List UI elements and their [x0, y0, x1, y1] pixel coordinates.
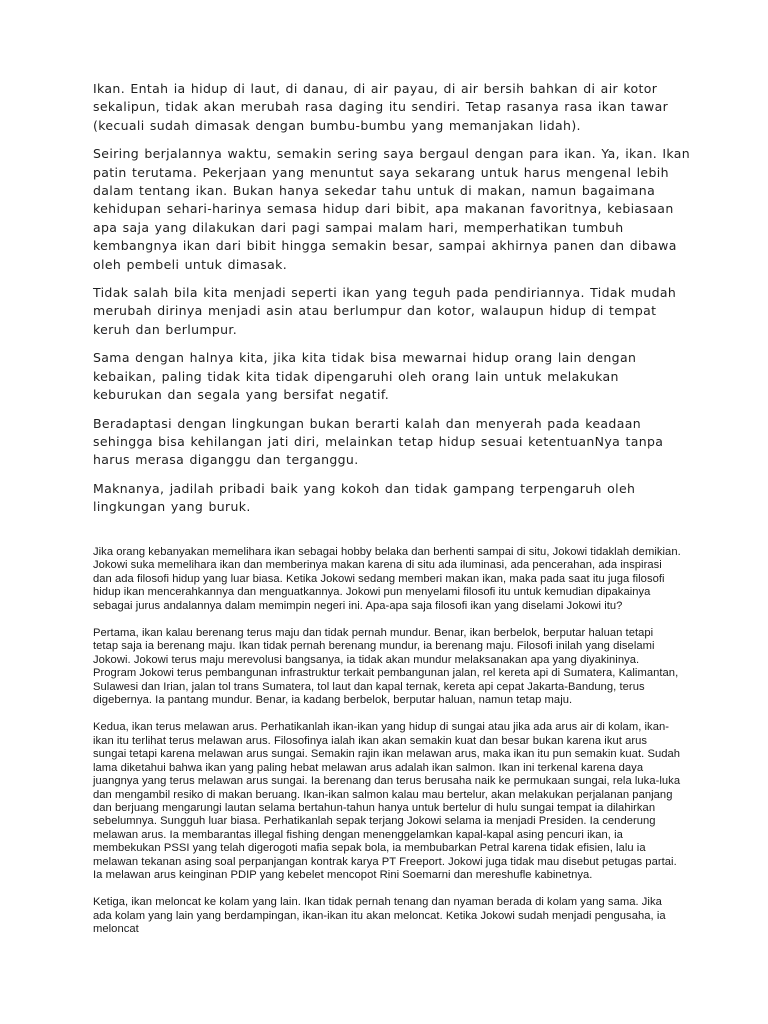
jokowi-fish-philosophy-section — [93, 546, 681, 937]
paragraph: Beradaptasi dengan lingkungan bukan berarti kalah dan menyerah pada keadaan sehingga bisa kehilangan jati diri, melainkan tetap hidup sesuai ketentuanNya tanpa harus merasa diganggu dan terganggu. — [93, 415, 664, 468]
paragraph: Maknanya, jadilah pribadi baik yang kokoh dan tidak gampang terpengaruh oleh lingkungan yang buruk. — [93, 480, 636, 515]
paragraph: Kedua, ikan terus melawan arus. Perhatikanlah ikan-ikan yang hidup di sungai atau jika ada arus air di kolam, ikan-ikan itu terlihat terus melawan arus. Filosofinya ialah ikan akan semakin kuat dan besar bukan karena ikut arus sungai tetapi karena melawan arus sungai. Semakin rajin ikan melawan arus, maka ikan itu pun semakin kuat. Sudah lama diketahui bahwa ikan yang paling hebat melawan arus adalah ikan salmon. Ikan ini terkenal karena daya juangnya yang terus melawan arus sungai. Ia berenang dan terus berusaha naik ke permukaan sungai, rela luka-luka dan mengambil resiko di makan beruang. Ikan-ikan salmon kalau mau bertelur, akan melakukan perjalanan panjang dan berjuang mengarungi lautan selama bertahun-tahun hanya untuk bertelur di hulu sungai tempat ia dilahirkan sebelumnya. Sungguh luar biasa. Perhatikanlah sepak terjang Jokowi selama ia menjadi Presiden. Ia cenderung melawan arus. Ia membarantas illegal fishing dengan menenggelamkan kapal-kapal asing pencuri ikan, ia membekukan PSSI yang telah digerogoti mafia sepak bola, ia membubarkan Petral karena tidak efisien, lalu ia melawan tekanan asing soal perpanjangan kontrak karya PT Freeport. Jokowi juga tidak mau disebut petugas partai. Ia melawan arus keinginan PDIP yang kebelet mencopot Rini Soemarni dan mereshufle kabinetnya. — [93, 721, 681, 881]
reflection-section — [93, 80, 693, 527]
paragraph: Jika orang kebanyakan memelihara ikan sebagai hobby belaka dan berhenti sampai di situ, Jokowi tidaklah demikian. Jokowi suka memelihara ikan dan memberinya makan karena di situ ada iluminasi, ada pencerahan, ada inspirasi dan ada filosofi hidup yang luar biasa. Ketika Jokowi sedang memberi makan ikan, maka pada saat itu juga filosofi hidup ikan mencerahkannya dan menguatkannya. Jokowi pun menyelami filosofi itu untuk kemudian dipakainya sebagai jurus andalannya dalam memimpin negeri ini. Apa-apa saja filosofi ikan yang diselami Jokowi itu? — [93, 546, 681, 612]
paragraph: Ketiga, ikan meloncat ke kolam yang lain. Ikan tidak pernah tenang dan nyaman berada di kolam yang sama. Jika ada kolam yang lain yang berdampingan, ikan-ikan itu akan meloncat. Ketika Jokowi sudah menjadi pengusaha, ia meloncat — [93, 896, 666, 936]
paragraph: Sama dengan halnya kita, jika kita tidak bisa mewarnai hidup orang lain dengan kebaikan, paling tidak kita tidak dipengaruhi oleh orang lain untuk melakukan keburukan dan segala yang bersifat negatif. — [93, 350, 637, 403]
paragraph: Ikan. Entah ia hidup di laut, di danau, di air payau, di air bersih bahkan di air kotor sekalipun, tidak akan merubah rasa daging itu sendiri. Tetap rasanya rasa ikan tawar (kecuali sudah dimasak dengan bumbu-bumbu yang memanjakan lidah). — [93, 81, 669, 133]
paragraph: Seiring berjalannya waktu, semakin sering saya bergaul dengan para ikan. Ya, ikan. Ikan patin terutama. Pekerjaan yang menuntut saya sekarang untuk harus mengenal lebih dalam tentang ikan. Bukan hanya sekedar tahu untuk di makan, namun bagaimana kehidupan sehari-harinya semasa hidup dari bibit, apa makanan favoritnya, kebiasaan apa saja yang dilakukan dari pagi sampai malam hari, memperhatikan tumbuh kembangnya ikan dari bibit hingga semakin besar, sampai akhirnya panen dan dibawa oleh pembeli untuk dimasak. — [93, 146, 691, 272]
paragraph: Tidak salah bila kita menjadi seperti ikan yang teguh pada pendiriannya. Tidak mudah merubah dirinya menjadi asin atau berlumpur dan kotor, walaupun hidup di tempat keruh dan berlumpur. — [93, 285, 677, 337]
paragraph: Pertama, ikan kalau berenang terus maju dan tidak pernah mundur. Benar, ikan berbelok, berputar haluan tetapi tetap saja ia berenang maju. Ikan tidak pernah berenang mundur, ia berenang maju. Filosofi inilah yang diselami Jokowi. Jokowi terus maju merevolusi bangsanya, ia tidak akan mundur melaksanakan apa yang diyakininya. Program Jokowi terus pembangunan infrastruktur terkait pembangunan jalan, rel kereta api di Sumatera, Kalimantan, Sulawesi dan Irian, jalan tol trans Sumatera, tol laut dan kapal ternak, kereta api cepat Jakarta-Bandung, terus digebernya. Ia pantang mundur. Benar, ia kadang berbelok, berputar haluan, namun tetap maju. — [93, 627, 679, 707]
